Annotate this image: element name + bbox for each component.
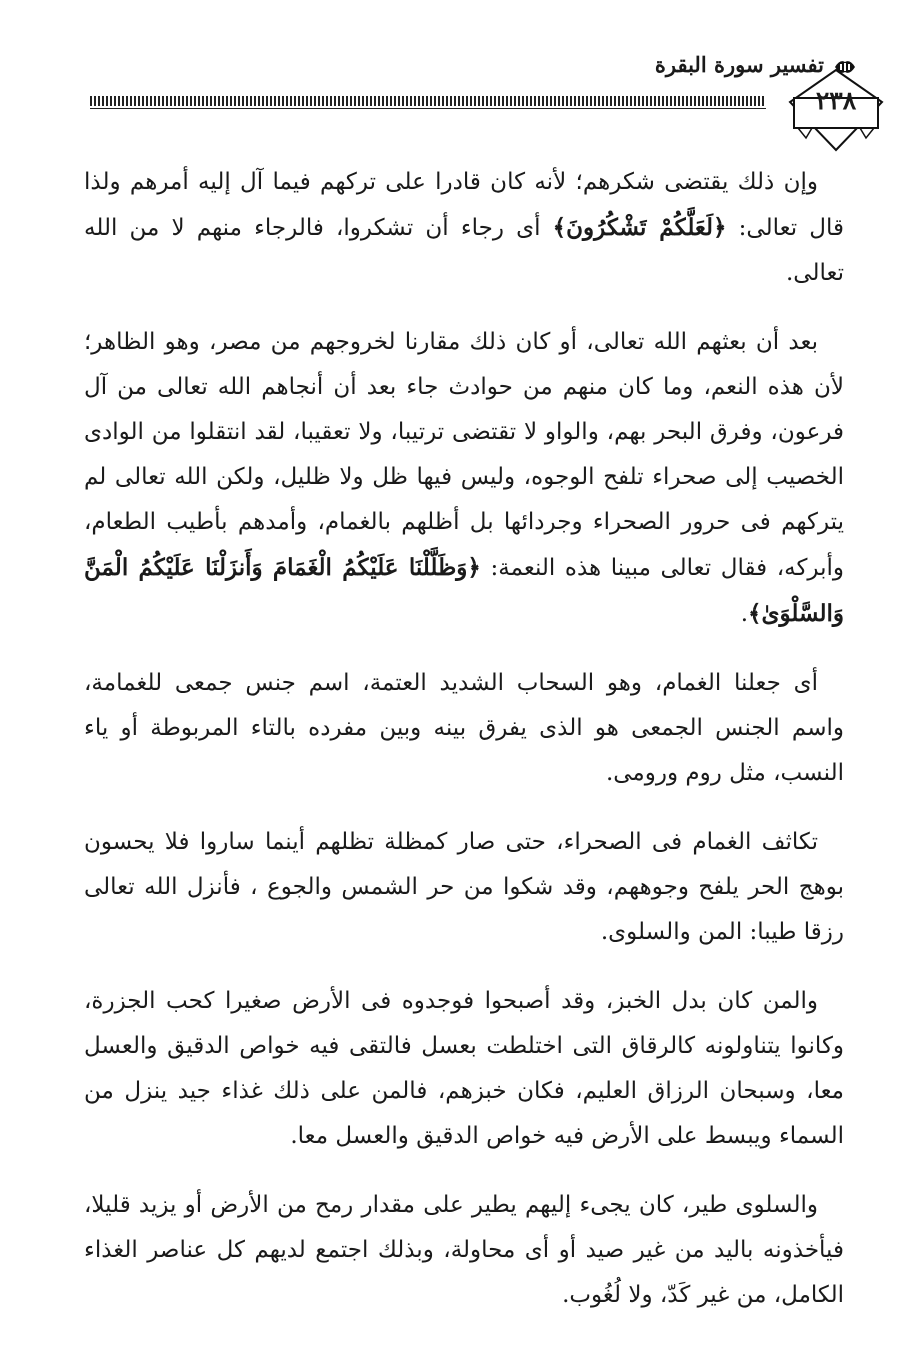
paragraph xyxy=(84,820,844,955)
page-number: ٢٣٨ xyxy=(815,86,857,115)
header-rule-line xyxy=(90,108,766,109)
paragraph xyxy=(84,160,844,296)
text-segment: تكاثف الغمام فى الصحراء، حتى صار كمظلة تظلهم أينما ساروا فلا يحسون بوهج الحر يلفح وجوههم، وقد شكوا من حر الشمس والجوع ، فأنزل الله تعالى رزقا طيبا: المن والسلوى. xyxy=(84,829,844,945)
body-text xyxy=(84,160,844,1342)
quran-verse: ﴿لَعَلَّكُمْ تَشْكُرُونَ﴾ xyxy=(552,214,727,241)
quran-verse: ﴿وَظَلَّلْنَا عَلَيْكُمُ الْغَمَامَ وَأَنزَلْنَا عَلَيْكُمُ الْمَنَّ وَالسَّلْوَىٰ﴾ xyxy=(84,554,844,627)
header-rule xyxy=(90,96,766,106)
text-segment: بعد أن بعثهم الله تعالى، أو كان ذلك مقارنا لخروجهم من مصر، وهو الظاهر؛ لأن هذه النعم، وما كان منهم من حوادث جاء بعد أن أنجاهم الله تعالى من آل فرعون، وفرق البحر بهم، والواو لا تقتضى ترتيبا، ولا تعقيبا، لقد انتقلوا من الوادى الخصيب إلى صحراء تلفح الوجوه، وليس فيها ظل ولا ظليل، ولكن الله تعالى لم يتركهم فى حرور الصحراء وجردائها بل أظلهم بالغمام، وأمدهم بأطيب الطعام، وأبركه، فقال تعالى مبينا هذه النعمة: xyxy=(84,329,845,581)
text-segment: وإن ذلك يقتضى شكرهم؛ لأنه كان قادرا على تركهم فيما آل إليه أمرهم ولذا قال تعالى: xyxy=(84,169,844,241)
text-segment: . xyxy=(740,601,748,627)
paragraph xyxy=(84,320,844,637)
text-segment: أى رجاء أن تشكروا، فالرجاء منهم لا من الله تعالى. xyxy=(84,215,844,286)
text-segment: والمن كان بدل الخبز، وقد أصبحوا فوجدوه فى الأرض صغيرا كحب الجزرة، وكانوا يتناولونه كالرقاق التى اختلطت بعسل فالتقى فيه خواص الدقيق والعسل معا، وسبحان الرزاق العليم، فكان خبزهم، فالمن على ذلك غذاء جيد ينزل من السماء ويبسط على الأرض فيه خواص الدقيق والعسل معا. xyxy=(84,988,844,1149)
paragraph xyxy=(84,979,844,1159)
paragraph xyxy=(84,661,844,796)
running-title-text: تفسير سورة البقرة xyxy=(654,52,824,77)
text-segment: أى جعلنا الغمام، وهو السحاب الشديد العتمة، اسم جنس جمعى للغمامة، واسم الجنس الجمعى هو الذى يفرق بينه وبين مفرده بالتاء المربوطة أو ياء النسب، مثل روم ورومى. xyxy=(84,670,844,786)
text-segment: والسلوى طير، كان يجىء إليهم يطير على مقدار رمح من الأرض أو يزيد قليلا، فيأخذونه باليد من غير صيد أو أى محاولة، وبذلك اجتمع لديهم كل عناصر الغذاء الكامل، من غير كَدّ، ولا لُغُوب. xyxy=(84,1192,844,1308)
paragraph xyxy=(84,1183,844,1318)
page-header xyxy=(0,0,924,160)
